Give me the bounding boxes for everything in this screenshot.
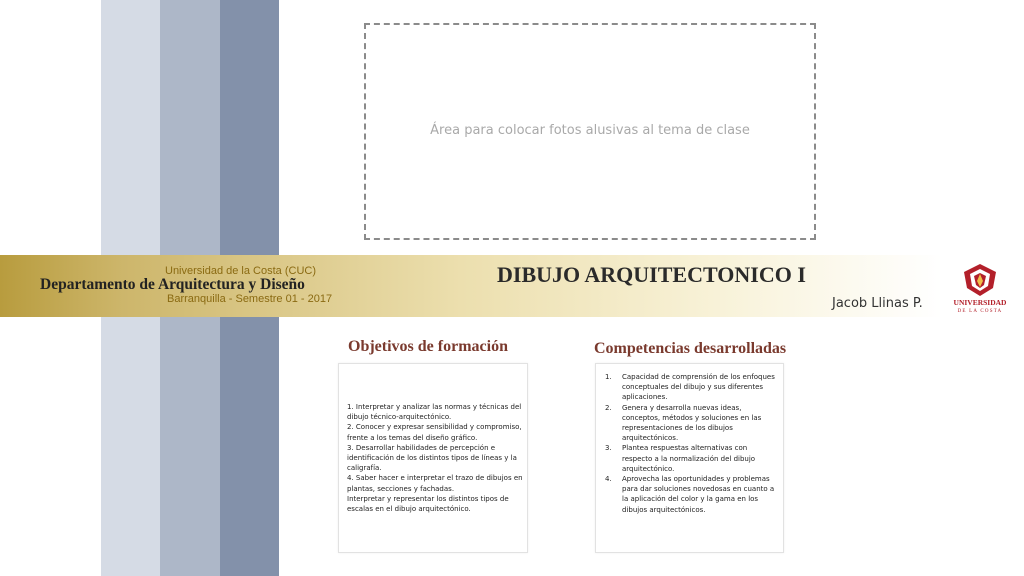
objective-line: dibujo técnico-arquitectónico.	[347, 413, 452, 422]
competency-line: arquitectónico.	[622, 464, 675, 473]
competencies-panel	[595, 363, 784, 553]
competency-line: conceptos, métodos y soluciones en las	[622, 413, 762, 422]
objective-line: caligrafía.	[347, 464, 382, 473]
department-name: Departamento de Arquitectura y Diseño	[40, 276, 305, 293]
competencies-heading: Competencias desarrolladas	[594, 340, 787, 357]
competency-number: 2.	[605, 403, 612, 412]
university-name: Universidad de la Costa (CUC)	[165, 265, 316, 277]
objectives-text	[347, 402, 525, 514]
objective-line: Interpretar y representar los distintos tipos de	[347, 494, 509, 503]
objectives-panel	[338, 363, 528, 553]
competency-item	[602, 403, 780, 444]
competency-number: 4.	[605, 475, 612, 484]
competency-line: la aplicación del color y la gama en los	[622, 495, 759, 504]
objective-line: 3. Desarrollar habilidades de percepción e	[347, 443, 496, 452]
competency-line: arquitectónicos.	[622, 434, 679, 443]
objective-line: identificación de los distintos tipos de líneas y la	[347, 454, 517, 463]
competency-item	[602, 474, 780, 515]
competency-line: Genera y desarrolla nuevas ideas,	[622, 403, 742, 412]
objective-line: escalas en el dibujo arquitectónico.	[347, 505, 471, 514]
university-logo	[950, 262, 1010, 314]
objective-line: plantas, secciones y fachadas.	[347, 484, 455, 493]
competency-line: aplicaciones.	[622, 393, 668, 402]
objective-line: 1. Interpretar y analizar las normas y técnicas del	[347, 403, 522, 411]
objective-line: 4. Saber hacer e interpretar el trazo de dibujos en	[347, 474, 523, 483]
location-semester: Barranquilla - Semestre 01 - 2017	[167, 293, 333, 305]
logo-text-line2: DE LA COSTA	[957, 309, 1003, 314]
competency-item	[602, 372, 780, 403]
competency-line: para dar soluciones novedosas en cuanto a	[622, 485, 775, 494]
competency-line: representaciones de los dibujos	[622, 424, 733, 433]
teacher-name: Jacob Llinas P.	[832, 296, 923, 311]
course-title: DIBUJO ARQUITECTONICO I	[497, 262, 806, 287]
competency-line: dibujos arquitectónicos.	[622, 505, 706, 514]
objectives-heading: Objetivos de formación	[348, 338, 508, 355]
photo-placeholder-text: Área para colocar fotos alusivas al tema de clase	[430, 123, 750, 138]
competency-number: 1.	[605, 373, 612, 381]
competency-line: respecto a la normalización del dibujo	[622, 454, 756, 463]
photo-placeholder-area[interactable]	[364, 23, 816, 240]
objective-line: 2. Conocer y expresar sensibilidad y compromiso,	[347, 423, 522, 432]
competency-item	[602, 443, 780, 474]
competency-line: Capacidad de comprensión de los enfoques	[622, 373, 775, 381]
logo-text-line1: UNIVERSIDAD	[953, 298, 1007, 307]
objective-line: frente a los temas del diseño gráfico.	[347, 433, 478, 442]
competencies-list	[602, 372, 780, 515]
shield-icon	[964, 264, 996, 296]
competency-line: conceptuales del dibujo y sus diferentes	[622, 383, 764, 392]
competency-number: 3.	[605, 444, 612, 453]
competency-line: Plantea respuestas alternativas con	[622, 444, 748, 453]
competency-line: Aprovecha las oportunidades y problemas	[622, 475, 770, 484]
